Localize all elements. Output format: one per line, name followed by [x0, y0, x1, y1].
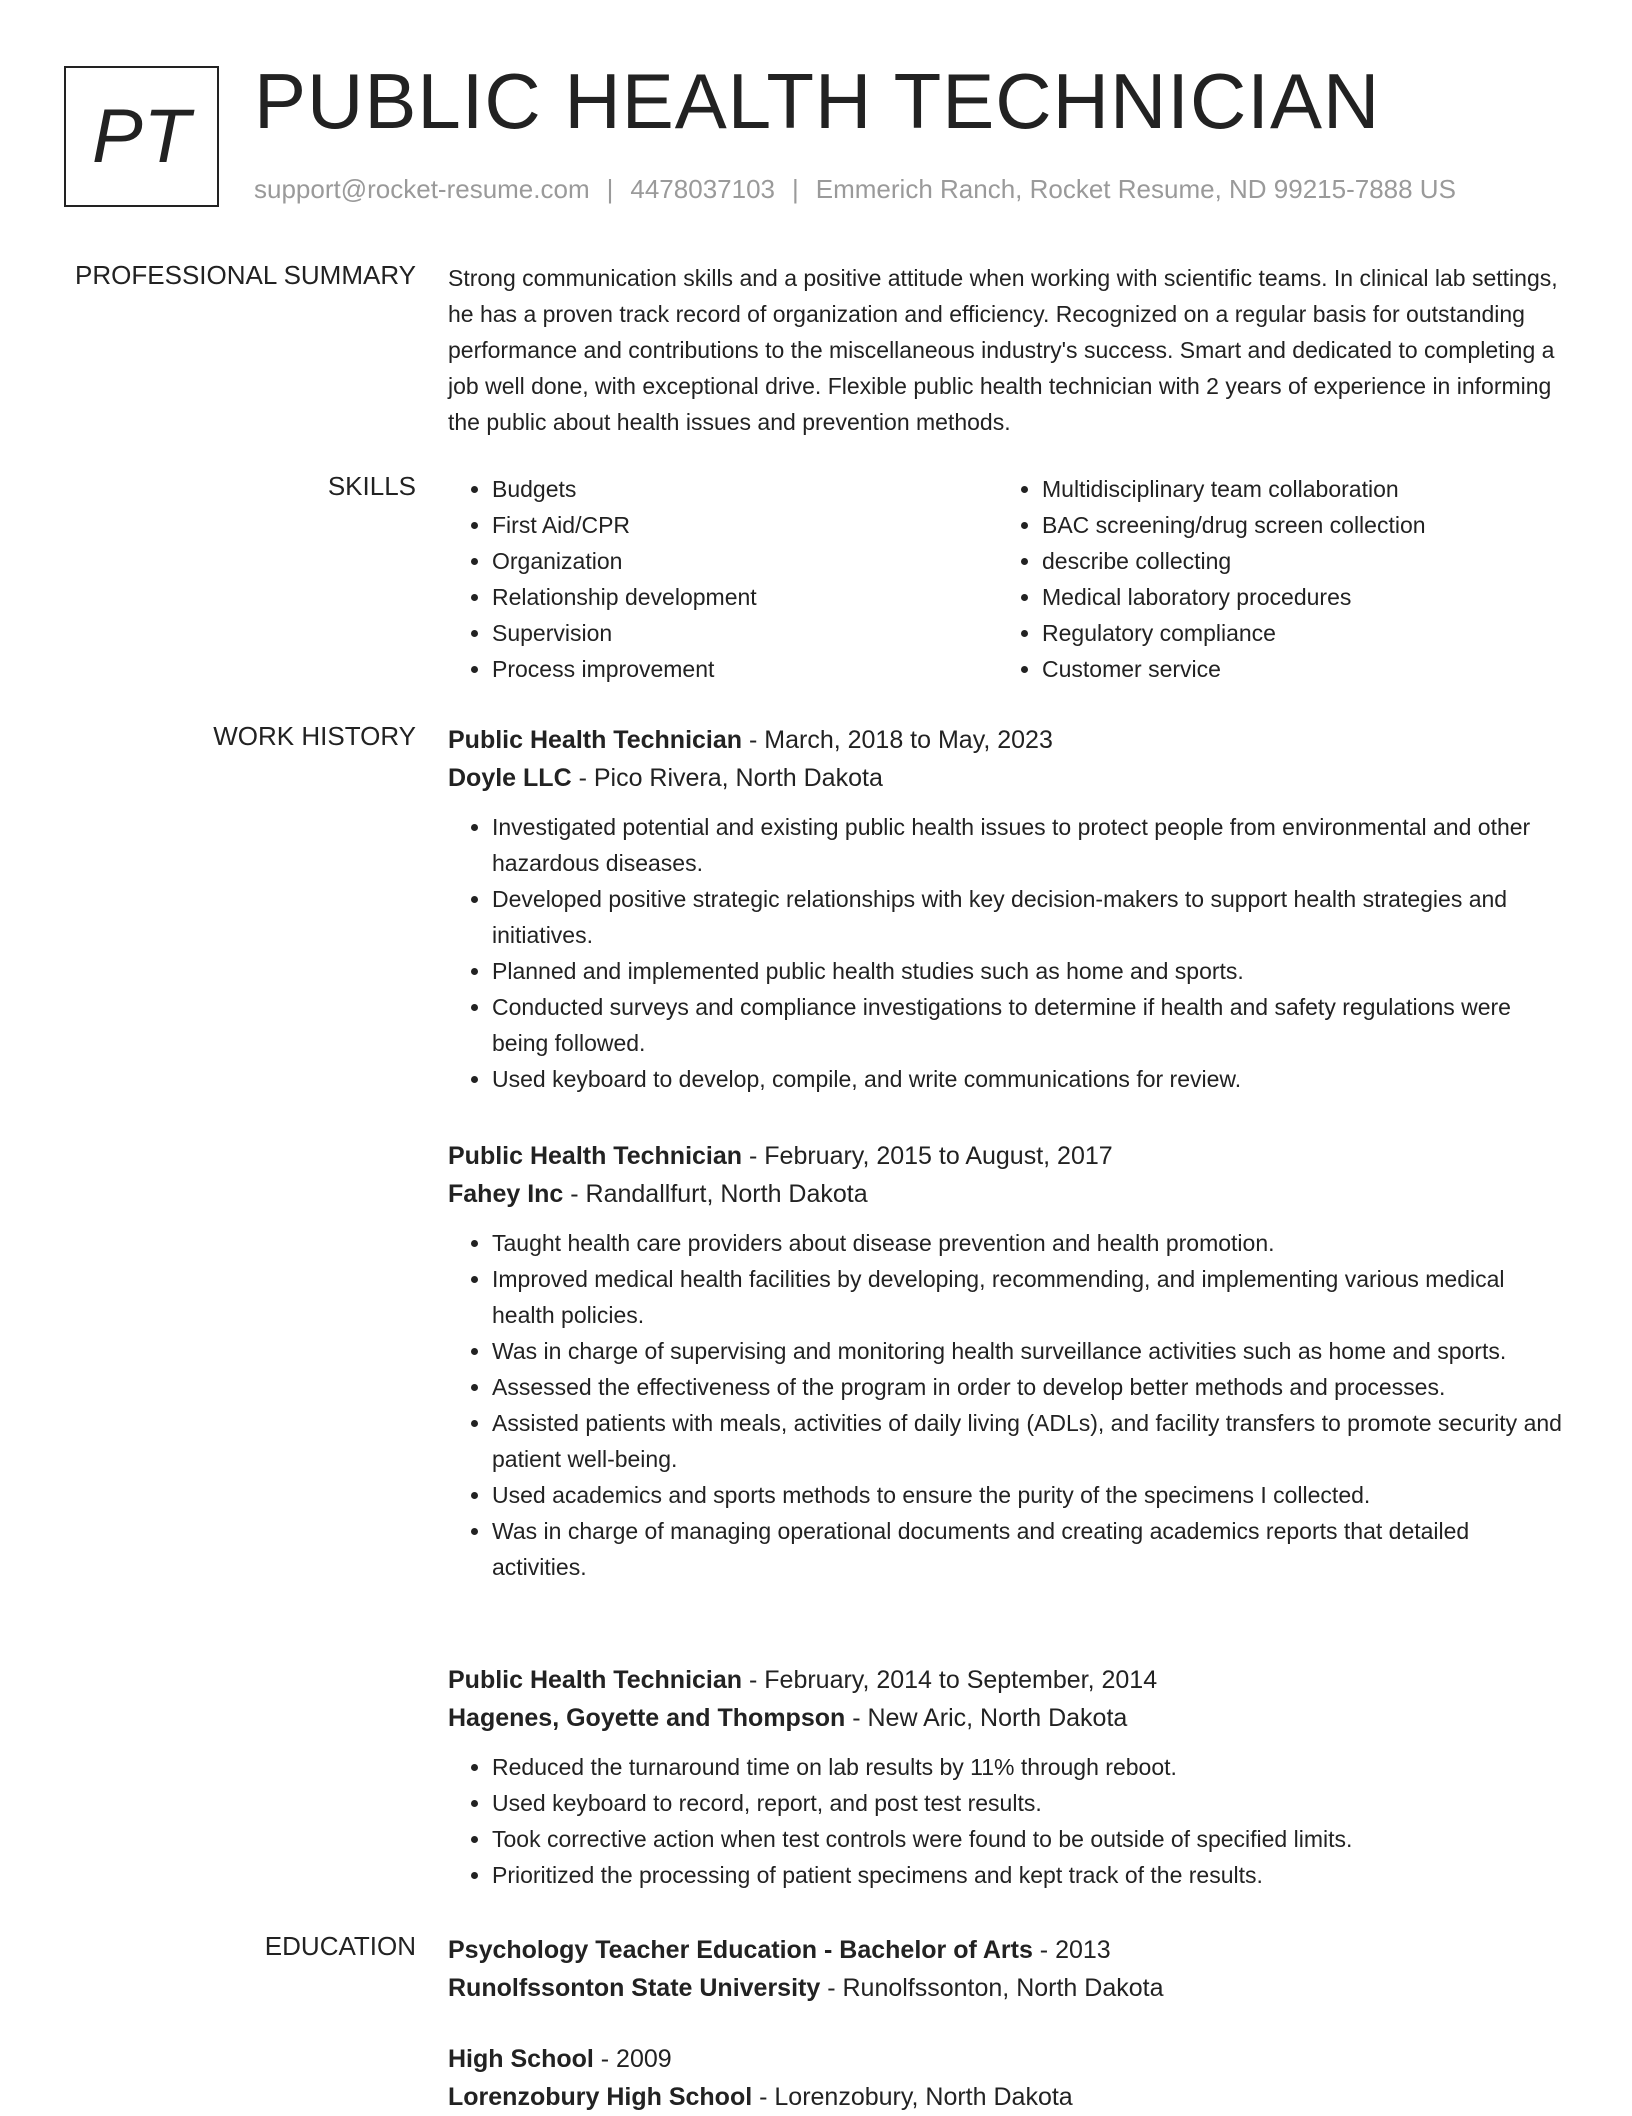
job-role-line	[448, 721, 1568, 759]
skill-item: • Process improvement	[492, 651, 757, 687]
education-degree-line	[448, 2040, 1568, 2078]
job-entry	[448, 1137, 1568, 1585]
job-bullet: • Used keyboard to develop, compile, and write communications for review.	[492, 1061, 1568, 1097]
skill-item: • describe collecting	[1042, 543, 1426, 579]
job-bullet: • Used academics and sports methods to ensure the purity of the specimens I collected.	[492, 1477, 1568, 1513]
job-location: - New Aric, North Dakota	[845, 1704, 1128, 1732]
job-company: Fahey Inc	[448, 1180, 564, 1208]
summary-heading: PROFESSIONAL SUMMARY	[75, 260, 416, 290]
job-dates: - February, 2015 to August, 2017	[742, 1142, 1113, 1170]
skill-item: • Customer service	[1042, 651, 1426, 687]
job-bullet: • Took corrective action when test controls were found to be outside of specified limits.	[492, 1821, 1568, 1857]
skills-body	[448, 471, 1568, 691]
summary-text: Strong communication skills and a positive attitude when working with scientific teams. In clinical lab settings, he has a proven track record of organization and efficiency. Recognized on a regular basis for outstanding performance and contributions to the miscellaneous industry's success. Smart and dedicated to completing a job well done, with exceptional drive. Flexible public health technician with 2 years of experience in informing the public about health issues and prevention methods.	[448, 265, 1558, 435]
candidate-title: PUBLIC HEALTH TECHNICIAN	[254, 57, 1381, 145]
job-bullet: • Reduced the turnaround time on lab results by 11% through reboot.	[492, 1749, 1568, 1785]
job-location: - Randallfurt, North Dakota	[563, 1180, 868, 1208]
job-dates: - March, 2018 to May, 2023	[742, 726, 1053, 754]
education-entry	[448, 2040, 1568, 2116]
job-bullet: • Assessed the effectiveness of the program in order to develop better methods and processes.	[492, 1369, 1568, 1405]
contact-phone: 4478037103	[630, 174, 775, 204]
job-bullet: • Was in charge of supervising and monitoring health surveillance activities such as home and sports.	[492, 1333, 1568, 1369]
job-bullet: • Conducted surveys and compliance investigations to determine if health and safety regulations were being followed.	[492, 989, 1568, 1061]
contact-separator: |	[792, 174, 799, 204]
job-bullet: • Prioritized the processing of patient specimens and kept track of the results.	[492, 1857, 1568, 1893]
job-entry	[448, 721, 1568, 1097]
job-role: Public Health Technician	[448, 1666, 743, 1694]
job-role-line	[448, 1661, 1568, 1699]
skills-list-right	[998, 471, 1426, 687]
job-bullet: • Investigated potential and existing public health issues to protect people from environmental and other hazardous diseases.	[492, 809, 1568, 881]
contact-address: Emmerich Ranch, Rocket Resume, ND 99215-7888 US	[815, 174, 1456, 204]
skill-item: • First Aid/CPR	[492, 507, 757, 543]
contact-separator: |	[606, 174, 614, 204]
contact-email: support@rocket-resume.com	[254, 174, 590, 204]
education-entry	[448, 1931, 1568, 2007]
job-bullet: • Used keyboard to record, report, and post test results.	[492, 1785, 1568, 1821]
education-degree: Psychology Teacher Education - Bachelor of Arts	[448, 1936, 1033, 1964]
skill-item: • Organization	[492, 543, 757, 579]
job-bullet: • Assisted patients with meals, activities of daily living (ADLs), and facility transfers to promote security and patient well-being.	[492, 1405, 1568, 1477]
education-year: - 2009	[593, 2045, 672, 2073]
job-company-line	[448, 1175, 1568, 1213]
education-location: - Runolfssonton, North Dakota	[820, 1974, 1164, 2002]
education-location: - Lorenzobury, North Dakota	[752, 2083, 1073, 2111]
skill-item: • Medical laboratory procedures	[1042, 579, 1426, 615]
education-school-line	[448, 1969, 1568, 2007]
job-bullets	[448, 1749, 1568, 1893]
job-company: Hagenes, Goyette and Thompson	[448, 1704, 846, 1732]
skill-item: • Supervision	[492, 615, 757, 651]
skill-item: • Multidisciplinary team collaboration	[1042, 471, 1426, 507]
job-bullet: • Improved medical health facilities by developing, recommending, and implementing various medical health policies.	[492, 1261, 1568, 1333]
job-company-line	[448, 1699, 1568, 1737]
job-entry	[448, 1661, 1568, 1893]
education-degree: High School	[448, 2045, 594, 2073]
skill-item: • Regulatory compliance	[1042, 615, 1426, 651]
job-company: Doyle LLC	[448, 764, 572, 792]
job-bullet: • Developed positive strategic relationships with key decision-makers to support health strategies and initiatives.	[492, 881, 1568, 953]
job-role: Public Health Technician	[448, 1142, 743, 1170]
job-bullet: • Planned and implemented public health studies such as home and sports.	[492, 953, 1568, 989]
monogram-logo: PT	[64, 66, 219, 207]
job-bullet: • Taught health care providers about disease prevention and health promotion.	[492, 1225, 1568, 1261]
skills-heading: SKILLS	[327, 471, 416, 501]
education-school-line	[448, 2078, 1568, 2116]
job-role-line	[448, 1137, 1568, 1175]
skill-item: • BAC screening/drug screen collection	[1042, 507, 1426, 543]
summary-body	[448, 260, 1568, 440]
education-heading: EDUCATION	[264, 1931, 416, 1961]
job-bullets	[448, 809, 1568, 1097]
work-history-heading: WORK HISTORY	[213, 721, 416, 751]
job-bullet: • Was in charge of managing operational documents and creating academics reports that detailed activities.	[492, 1513, 1568, 1585]
job-company-line	[448, 759, 1568, 797]
job-location: - Pico Rivera, North Dakota	[571, 764, 883, 792]
education-degree-line	[448, 1931, 1568, 1969]
job-bullets	[448, 1225, 1568, 1585]
education-school: Lorenzobury High School	[448, 2083, 753, 2111]
skill-item: • Relationship development	[492, 579, 757, 615]
education-year: - 2013	[1032, 1936, 1111, 1964]
skills-list-left	[448, 471, 757, 687]
education-school: Runolfssonton State University	[448, 1974, 821, 2002]
job-role: Public Health Technician	[448, 726, 743, 754]
job-dates: - February, 2014 to September, 2014	[742, 1666, 1158, 1694]
skill-item: • Budgets	[492, 471, 757, 507]
contact-line	[254, 174, 1456, 205]
